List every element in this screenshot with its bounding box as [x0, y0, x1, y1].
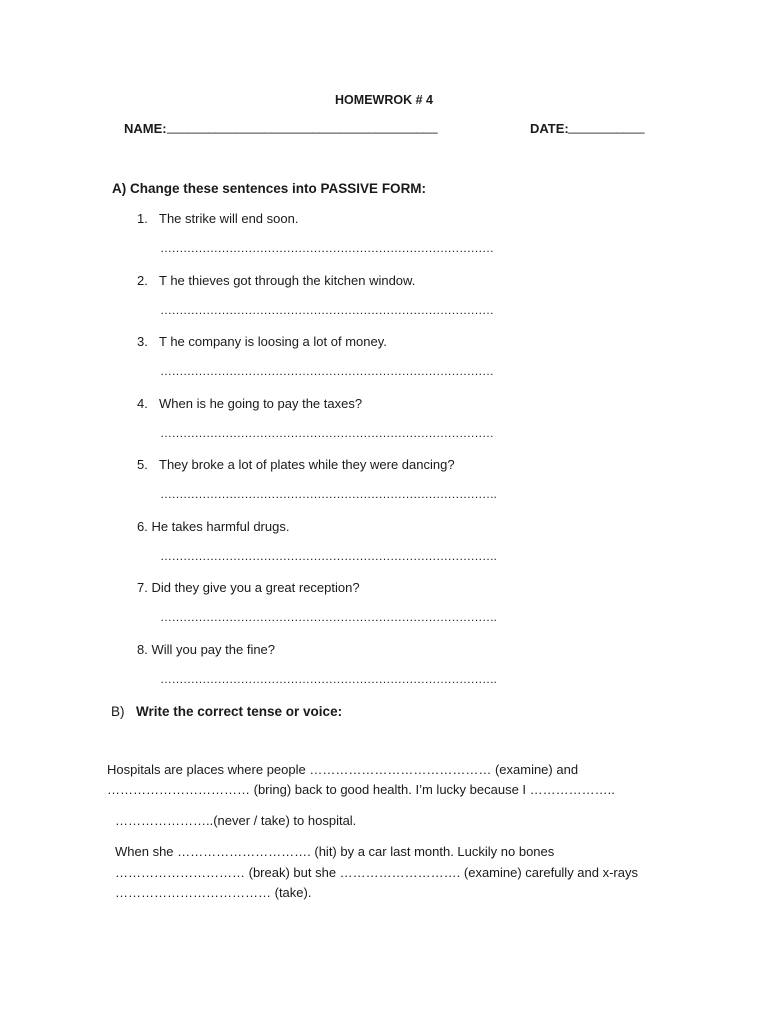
paragraph-line: ……………………………… (take).: [115, 885, 312, 900]
name-label: NAME:: [124, 121, 167, 136]
paragraph-line: ………………………… (break) but she ………………………. (examine) carefully and x-rays: [115, 865, 638, 880]
item-number: 2.: [137, 273, 148, 288]
name-blank: _______________________________________: [167, 119, 438, 134]
answer-line: …………………………………………………………………………….: [160, 672, 497, 686]
answer-line: ……………………………………………………………………………: [160, 241, 494, 255]
item-number: 5.: [137, 457, 148, 472]
section-b-letter: B): [111, 704, 125, 719]
item-number: 4.: [137, 396, 148, 411]
list-item: [137, 273, 415, 288]
paragraph-line: …………………..(never / take) to hospital.: [115, 813, 357, 828]
item-text: 8. Will you pay the fine?: [137, 642, 276, 657]
list-item: [137, 519, 289, 534]
list-item: [137, 211, 298, 226]
paragraph-line: …………………………… (bring) back to good health. I’m lucky because I ………………..: [107, 782, 615, 797]
item-text: The strike will end soon.: [159, 211, 299, 226]
item-text: When is he going to pay the taxes?: [159, 396, 363, 411]
list-item: [137, 334, 387, 349]
item-number: 3.: [137, 334, 148, 349]
answer-line: …………………………………………………………………………….: [160, 549, 497, 563]
list-item: [137, 457, 455, 472]
page-title: HOMEWROK # 4: [335, 93, 433, 107]
section-a-heading: A) Change these sentences into PASSIVE FORM:: [112, 181, 427, 196]
paragraph-line: When she …………………………. (hit) by a car last month. Luckily no bones: [115, 844, 555, 859]
answer-line: …………………………………………………………………………….: [160, 610, 497, 624]
item-text: T he thieves got through the kitchen window.: [159, 273, 416, 288]
list-item: [137, 396, 362, 411]
list-item: [137, 642, 275, 657]
date-label: DATE:: [530, 121, 569, 136]
paragraph-line: Hospitals are places where people …………………………………… (examine) and: [107, 762, 579, 777]
item-text: 7. Did they give you a great reception?: [137, 580, 360, 595]
answer-line: …………………………………………………………………………….: [160, 487, 497, 501]
item-text: They broke a lot of plates while they were dancing?: [159, 457, 455, 472]
list-item: [137, 580, 360, 595]
answer-line: ……………………………………………………………………………: [160, 364, 494, 378]
date-blank: ___________: [568, 119, 645, 134]
section-b-title: Write the correct tense or voice:: [136, 704, 343, 719]
answer-line: ……………………………………………………………………………: [160, 303, 494, 317]
item-text: 6. He takes harmful drugs.: [137, 519, 290, 534]
item-text: T he company is loosing a lot of money.: [159, 334, 387, 349]
item-number: 1.: [137, 211, 148, 226]
answer-line: ……………………………………………………………………………: [160, 426, 494, 440]
